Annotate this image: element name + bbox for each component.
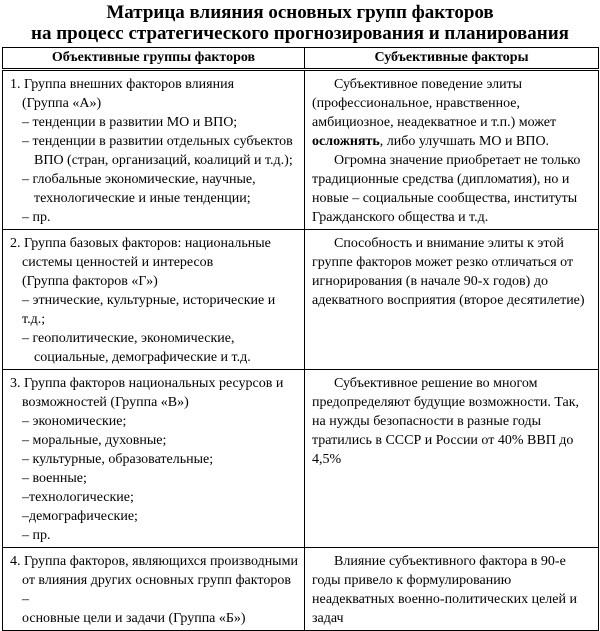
table-row bbox=[3, 370, 599, 548]
group-title-line: (Группа факторов «Г») bbox=[22, 274, 158, 289]
list-item: – экономические; bbox=[22, 414, 127, 429]
objective-cell bbox=[3, 230, 305, 370]
group-title bbox=[10, 234, 300, 291]
paragraph: Способность и внимание элиты к этой группе факторов может резко отличаться от игнорирования (в начале 90-х годов) до адекватного восприятия (второе десятилетие) bbox=[312, 236, 585, 308]
list-item: – тенденции в развитии отдельных субъектов ВПО (стран, организаций, коалиций и т.д.); bbox=[22, 134, 293, 168]
subjective-cell bbox=[305, 230, 599, 370]
group-title-line: системы ценностей и интересов bbox=[22, 255, 214, 270]
group-title-line: возможностей (Группа «В») bbox=[22, 395, 189, 410]
header-subjective: Субъективные факторы bbox=[305, 48, 599, 70]
subjective-cell bbox=[305, 548, 599, 631]
list-item: – военные; bbox=[22, 471, 87, 486]
list-item: – моральные, духовные; bbox=[22, 433, 167, 448]
list-item: – культурные, образовательные; bbox=[22, 452, 214, 467]
list-item: – глобальные экономические, научные, технологические и иные тенденции; bbox=[22, 172, 256, 206]
group-title-line: 2. Группа базовых факторов: национальные bbox=[10, 236, 271, 251]
group-title-line: 4. Группа факторов, являющихся производными bbox=[10, 554, 298, 569]
group-title-line: 1. Группа внешних факторов влияния bbox=[10, 77, 235, 92]
list-item: – геополитические, экономические, социальные, демографические и т.д. bbox=[22, 331, 251, 365]
list-item: –технологические; bbox=[22, 490, 134, 505]
subjective-cell bbox=[305, 70, 599, 230]
table-row bbox=[3, 230, 599, 370]
header-objective: Объективные группы факторов bbox=[3, 48, 305, 70]
objective-cell bbox=[3, 370, 305, 548]
list-item: – пр. bbox=[22, 210, 51, 225]
group-title-line: 3. Группа факторов национальных ресурсов и bbox=[10, 376, 284, 391]
group-title-line: основные цели и задачи (Группа «Б») bbox=[22, 611, 246, 626]
group-title bbox=[10, 75, 300, 113]
group-title bbox=[10, 552, 300, 628]
emphasis: осложнять bbox=[312, 134, 380, 149]
paragraph: Субъективное решение во многом предопределяют будущие возможности. Так, на нужды безопасности в разные годы тратились в СССР и России от 40% ВВП до 4,5% bbox=[312, 376, 580, 467]
page-title bbox=[0, 2, 600, 44]
objective-cell bbox=[3, 70, 305, 230]
group-title-line: от влияния других основных групп факторов – bbox=[22, 573, 291, 607]
list-item: – пр. bbox=[22, 528, 51, 543]
paragraph: Влияние субъективного фактора в 90-е годы привело к формулированию неадекватных военно-политических целей и задач bbox=[312, 554, 577, 626]
paragraph: Субъективное поведение элиты (профессиональное, нравственное, амбициозное, неадекватное и т.п.) может осложнять, либо улучшать МО и ВПО. bbox=[312, 77, 557, 149]
title-line-1: Матрица влияния основных групп факторов bbox=[106, 2, 494, 23]
table-header-row bbox=[3, 48, 599, 70]
group-title bbox=[10, 374, 300, 412]
objective-cell bbox=[3, 548, 305, 631]
group-title-line: (Группа «А») bbox=[22, 96, 102, 111]
list-item: –демографические; bbox=[22, 509, 138, 524]
title-line-2: на процесс стратегического прогнозирования и планирования bbox=[31, 23, 569, 44]
list-item: – тенденции в развитии МО и ВПО; bbox=[22, 115, 238, 130]
factor-matrix-table bbox=[2, 47, 599, 631]
table-row bbox=[3, 70, 599, 230]
list-item: – этнические, культурные, исторические и т.д.; bbox=[22, 293, 276, 327]
subjective-cell bbox=[305, 370, 599, 548]
paragraph: Огромна значение приобретает не только традиционные средства (дипломатия), но и новые – социальные сообщества, институты Гражданского общества и т.д. bbox=[312, 153, 581, 225]
table-row bbox=[3, 548, 599, 631]
